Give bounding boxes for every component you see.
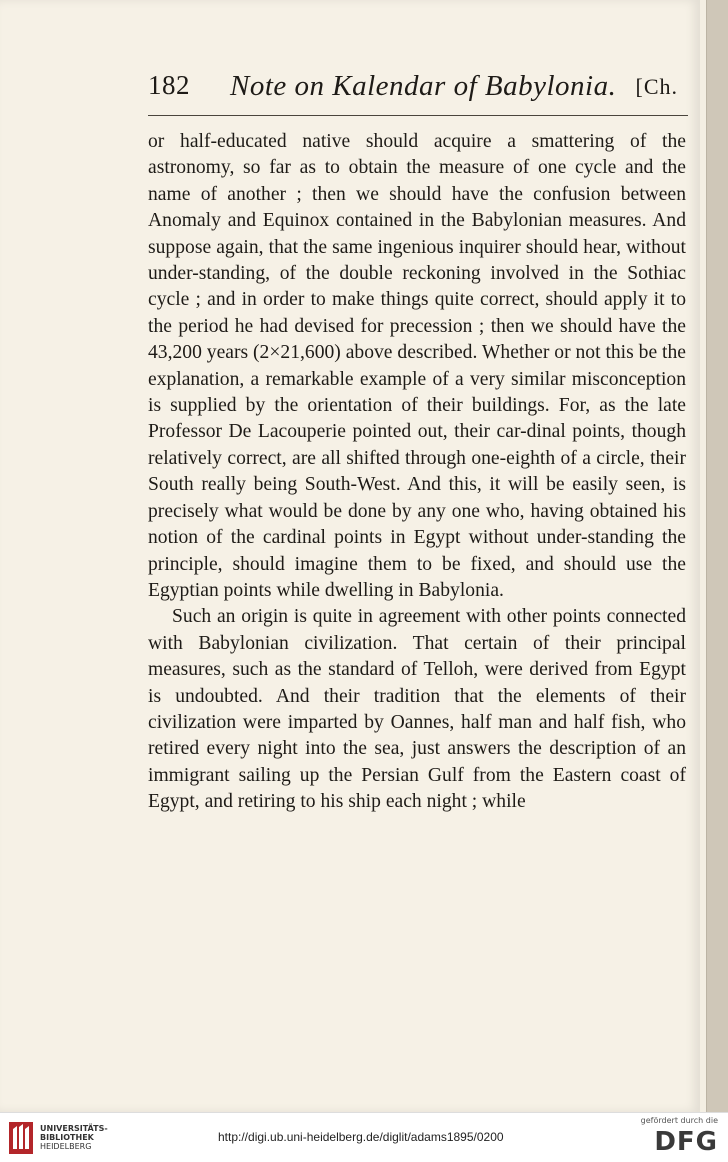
paragraph-1: or half-educated native should acquire a smattering of the astronomy, so far as to obtain the measure of one cycle and the name of another ; then we should have the confusion between Anomaly and Equinox contained in the Babylonian measures. And suppose again, that the same ingenious inquirer should hear, without under-standing, of the double reckoning involved in the Sothiac cycle ; and in order to make things quite correct, should apply it to the period he had devised for precession ; then we should have the 43,200 years (2×21,600) above described. Whether or not this be the explanation, a remarkable example of a very similar misconception is supplied by the orientation of their buildings. For, as the late Professor De Lacouperie pointed out, their car-dinal points, though relatively correct, are all shifted through one-eighth of a circle, their South really being South-West. And this, it will be easily seen, is precisely what would be done by any one who, having obtained his notion of the cardinal points in Egypt without under-standing the principle, should imagine them to be fixed, and should use the Egyptian points while dwelling in Babylonia. [148, 131, 686, 601]
library-line-1: UNIVERSITÄTS- [40, 1124, 108, 1133]
funding-note: gefördert durch die [640, 1116, 718, 1125]
page-body [148, 129, 686, 816]
paragraph-2: Such an origin is quite in agreement with other points connected with Babylonian civilization. That certain of their principal measures, such as the standard of Telloh, were derived from Egypt is undoubted. And their tradition that the elements of their civilization were imparted by Oannes, half man and half fish, who retired every night into the sea, just answers the description of an immigrant sailing up the Persian Gulf from the Eastern coast of Egypt, and retiring to his ship each night ; while [148, 606, 686, 813]
header-rule [148, 115, 688, 116]
page-edge [706, 0, 728, 1112]
permalink-url[interactable]: http://digi.ub.uni-heidelberg.de/diglit/adams1895/0200 [218, 1130, 504, 1144]
running-title: Note on Kalendar of Babylonia. [230, 70, 617, 102]
library-line-2: BIBLIOTHEK [40, 1133, 94, 1142]
running-header [148, 70, 688, 110]
university-library-logo-icon [8, 1121, 34, 1155]
dfg-logo: DFG [654, 1127, 718, 1157]
library-line-3: HEIDELBERG [40, 1142, 92, 1151]
page-number: 182 [148, 70, 190, 100]
viewer-footer [0, 1112, 728, 1162]
chapter-marker: [Ch. [635, 74, 678, 99]
library-name [40, 1124, 108, 1151]
